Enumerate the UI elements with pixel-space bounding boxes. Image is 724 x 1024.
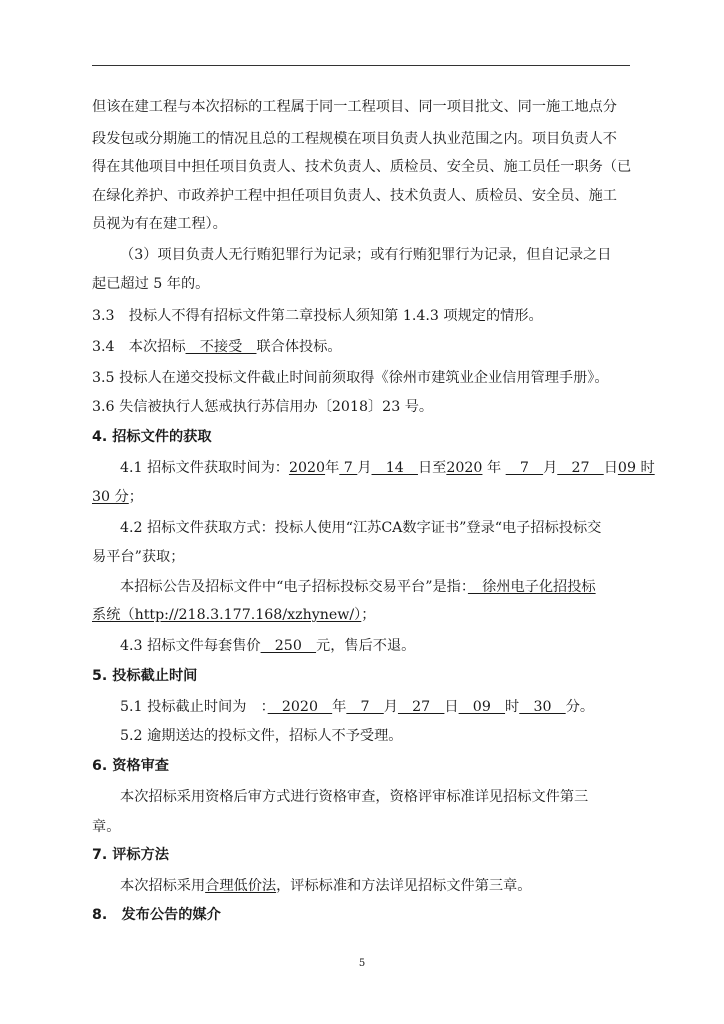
section-heading-7: 7. 评标方法	[92, 847, 169, 863]
underlined-value: 不接受	[185, 339, 257, 355]
text-fragment: 分。	[565, 699, 595, 715]
text-line	[120, 698, 594, 716]
text-line: 3.5 投标人在递交投标文件截止时间前须取得《徐州市建筑业企业信用管理手册》。	[92, 370, 609, 386]
text-line: 但该在建工程与本次招标的工程属于同一工程项目、同一项目批文、同一施工地点分	[92, 99, 617, 115]
text-fragment: 日至	[417, 460, 447, 476]
underlined-value: 7	[346, 699, 384, 715]
underlined-value: 27	[557, 460, 604, 476]
section-heading-8: 8. 发布公告的媒介	[92, 907, 221, 923]
text-fragment: 4.1 招标文件获取时间为：	[120, 460, 289, 476]
underlined-value: 7	[505, 460, 544, 476]
text-fragment: 时	[505, 699, 520, 715]
text-fragment: 日	[603, 460, 618, 476]
underlined-value: 27	[397, 699, 445, 715]
text-fragment: 本招标公告及招标文件中“电子招标投标交易平台”是指：	[120, 579, 468, 595]
text-fragment: ；	[361, 607, 376, 623]
text-line	[120, 877, 531, 895]
text-fragment: 月	[383, 699, 398, 715]
text-fragment: 4.3 招标文件每套售价	[120, 638, 261, 654]
text-fragment: 年	[482, 460, 506, 476]
text-line: 3.6 失信被执行人惩戒执行苏信用办〔2018〕23 号。	[92, 399, 434, 415]
text-fragment: 月	[357, 460, 372, 476]
text-line: 起已超过 5 年的。	[92, 276, 210, 292]
underlined-value: 09	[458, 699, 506, 715]
text-line: 在绿化养护、市政养护工程中担任项目负责人、技术负责人、质检员、安全员、施工	[92, 188, 617, 204]
text-fragment: 本次招标采用	[120, 878, 206, 894]
text-line	[92, 606, 375, 624]
text-fragment: 联合体投标。	[256, 339, 342, 355]
underlined-value: 250	[260, 638, 317, 654]
underlined-value: 2020	[446, 460, 483, 476]
underlined-value: 7	[339, 460, 358, 476]
header-rule	[92, 65, 630, 66]
text-line: 5.2 逾期送达的投标文件，招标人不予受理。	[120, 728, 403, 744]
underlined-value: 30 分	[92, 489, 129, 505]
text-line	[120, 578, 596, 596]
text-line: 员视为有在建工程）。	[92, 216, 227, 232]
text-fragment: ，评标标准和方法详见招标文件第三章。	[276, 878, 532, 894]
text-line: （3）项目负责人无行贿犯罪行为记录；或有行贿犯罪行为记录，但自记录之日	[120, 247, 612, 263]
text-fragment: 日	[444, 699, 459, 715]
text-line: 段发包或分期施工的情况且总的工程规模在项目负责人执业范围之内。项目负责人不	[92, 131, 617, 147]
underlined-value: 30	[519, 699, 566, 715]
underlined-value: 09 时	[617, 460, 655, 476]
url-link[interactable]: 系统（http://218.3.177.168/xzhynew/）	[92, 607, 362, 623]
text-line: 章。	[92, 819, 121, 835]
section-heading-4: 4. 招标文件的获取	[92, 429, 212, 445]
section-heading-5: 5. 投标截止时间	[92, 668, 198, 684]
text-line: 4.2 招标文件获取方式：投标人使用“江苏CA数字证书”登录“电子招标投标交	[120, 520, 602, 536]
text-line	[92, 338, 342, 356]
text-fragment: 元，售后不退。	[316, 638, 416, 654]
text-fragment: 年	[325, 460, 340, 476]
section-heading-6: 6. 资格审查	[92, 758, 169, 774]
text-line	[120, 637, 415, 655]
text-line	[120, 459, 655, 477]
text-line: 易平台”获取；	[92, 549, 185, 565]
underlined-value: 14	[371, 460, 418, 476]
text-fragment: 月	[543, 460, 558, 476]
underlined-value: 2020	[288, 460, 326, 476]
text-fragment: 3.4 本次招标	[92, 339, 186, 355]
text-line: 本次招标采用资格后审方式进行资格审查，资格评审标准详见招标文件第三	[120, 789, 589, 805]
page-number: 5	[358, 958, 366, 969]
text-line	[92, 488, 143, 506]
text-line: 3.3 投标人不得有招标文件第二章投标人须知第 1.4.3 项规定的情形。	[92, 308, 543, 324]
text-fragment: 年	[332, 699, 347, 715]
underlined-value: 合理低价法	[205, 878, 277, 894]
text-line: 得在其他项目中担任项目负责人、技术负责人、质检员、安全员、施工员任一职务（已	[92, 159, 632, 175]
text-fragment: ；	[128, 489, 143, 505]
underlined-value: 徐州电子化招投标	[467, 579, 596, 595]
text-fragment: 5.1 投标截止时间为 ：	[120, 699, 268, 715]
underlined-value: 2020	[267, 699, 333, 715]
